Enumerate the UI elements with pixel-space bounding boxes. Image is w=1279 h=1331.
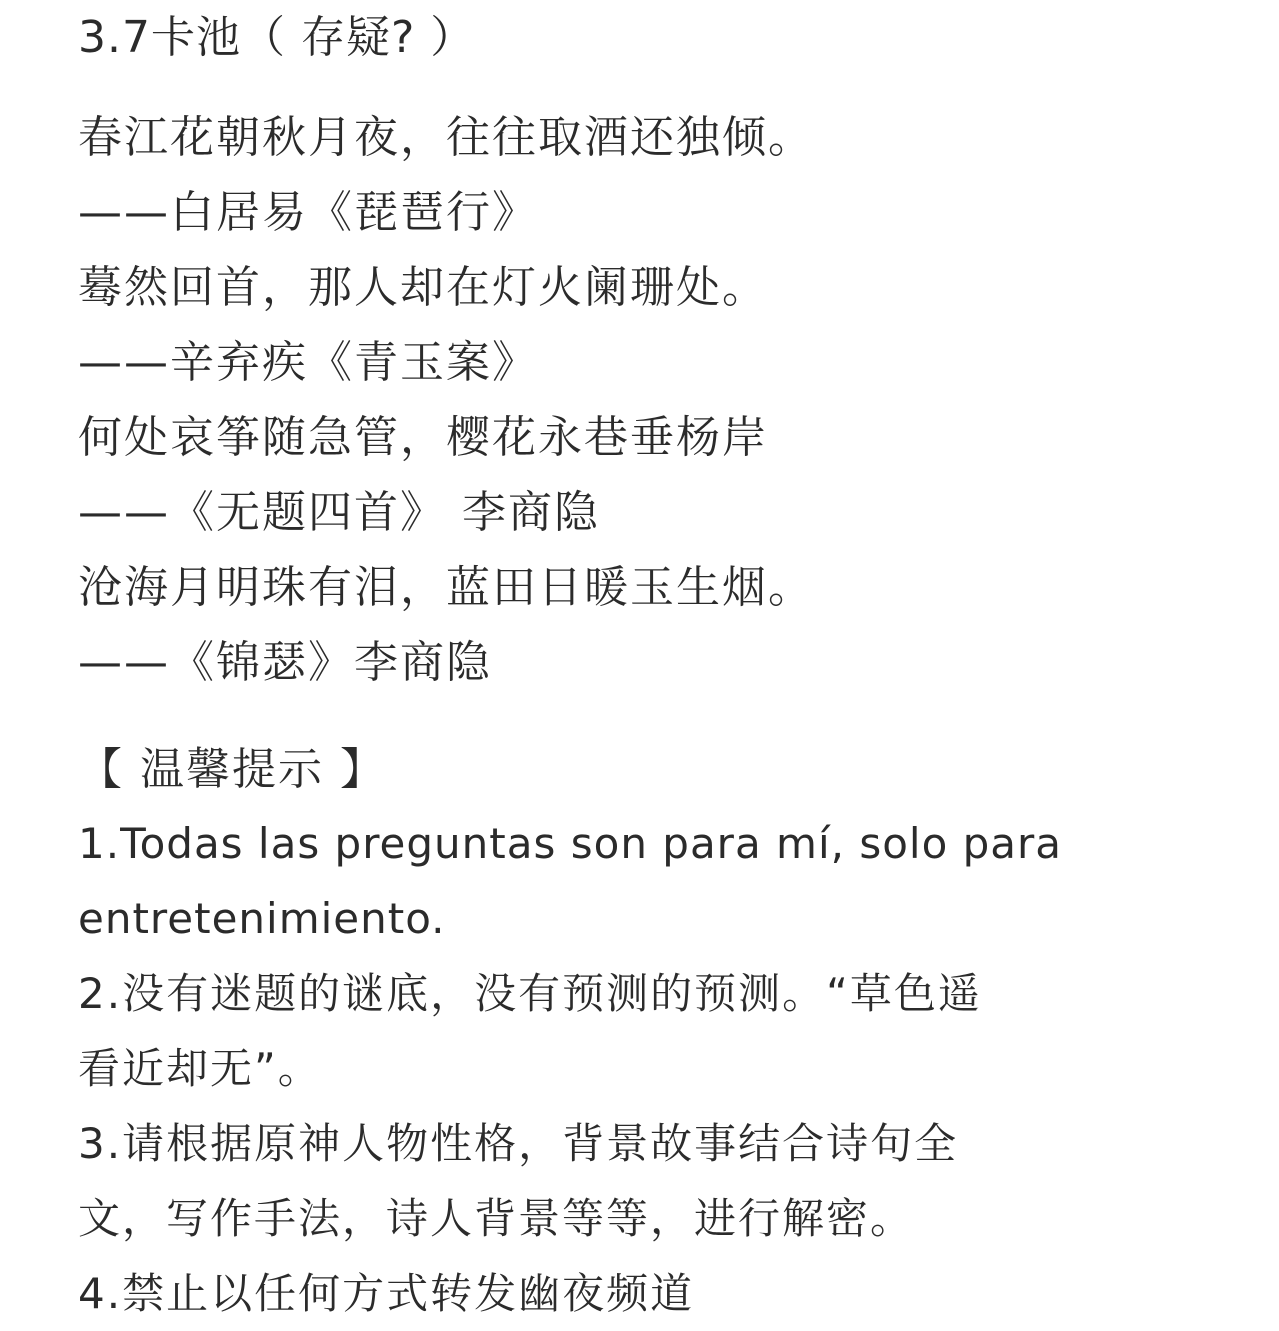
tips-heading: 【 温馨提示 】 (78, 744, 386, 795)
poem-attribution: ——辛弃疾《青玉案》 (78, 337, 538, 388)
tip-line: entretenimiento. (78, 894, 446, 943)
poem-line: 何处哀筝随急管，樱花永巷垂杨岸 (78, 412, 768, 463)
tip-line: 3.请根据原神人物性格，背景故事结合诗句全 (78, 1119, 959, 1168)
tip-line: 看近却无”。 (78, 1044, 322, 1093)
page-title: 3.7卡池（ 存疑? ） (78, 12, 476, 63)
poem-attribution: ——《锦瑟》李商隐 (78, 637, 492, 688)
poem-attribution: ——《无题四首》 李商隐 (78, 487, 600, 538)
poem-line: 蓦然回首，那人却在灯火阑珊处。 (78, 262, 768, 313)
poem-attribution: ——白居易《琵琶行》 (78, 187, 538, 238)
tip-line: 2.没有迷题的谜底，没有预测的预测。“草色遥 (78, 969, 982, 1018)
tip-line: 4.禁止以任何方式转发幽夜频道 (78, 1269, 695, 1318)
poem-line: 沧海月明珠有泪，蓝田日暖玉生烟。 (78, 562, 814, 613)
poem-line: 春江花朝秋月夜，往往取酒还独倾。 (78, 112, 814, 163)
poem-list (78, 100, 814, 700)
tip-line: 1.Todas las preguntas son para mí, solo para (78, 819, 1063, 868)
tip-line: 文，写作手法，诗人背景等等，进行解密。 (78, 1194, 915, 1243)
tips-list (78, 806, 1178, 1331)
